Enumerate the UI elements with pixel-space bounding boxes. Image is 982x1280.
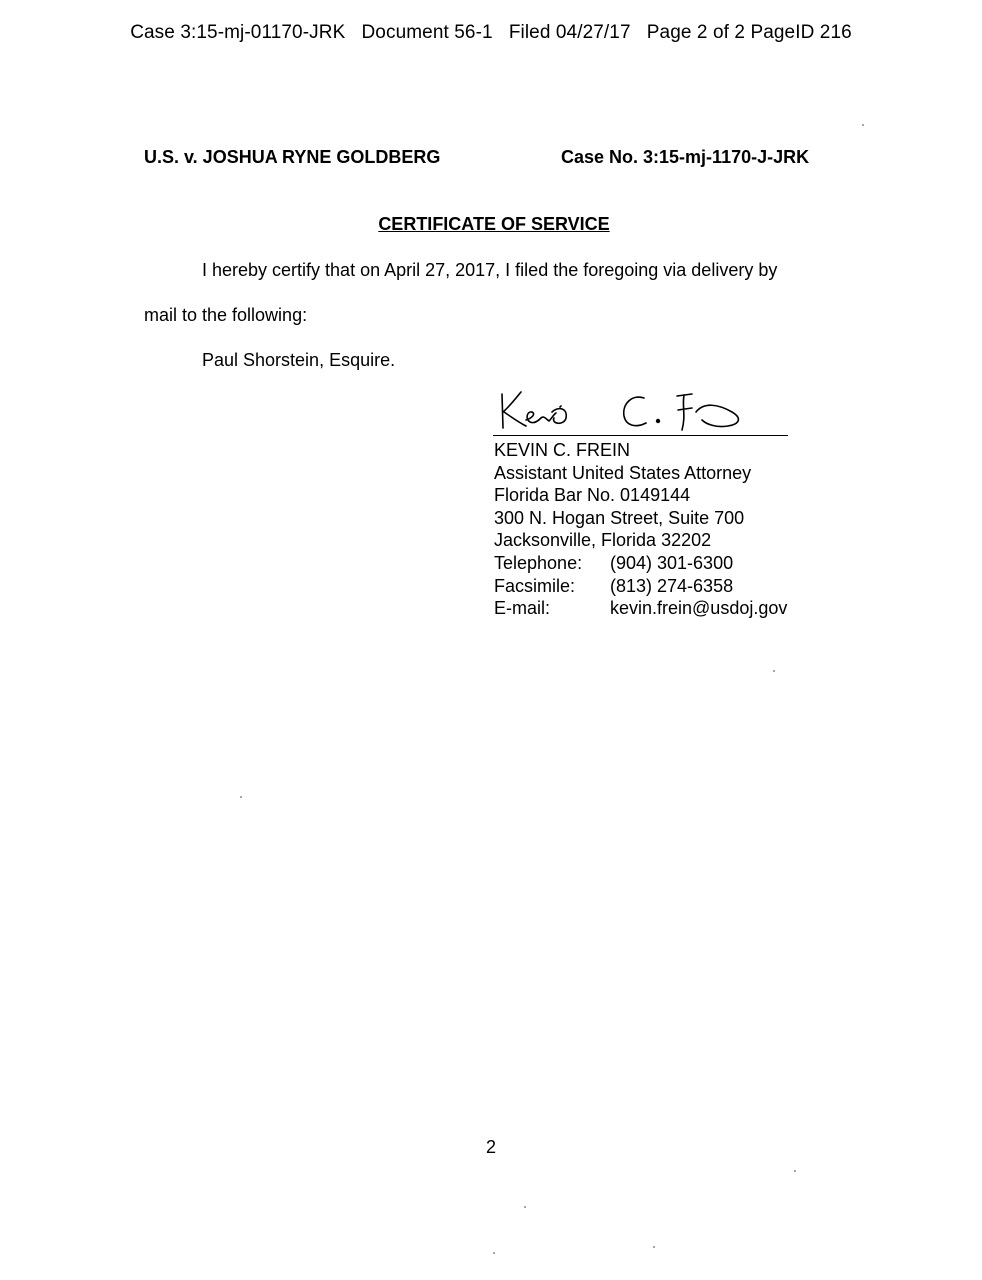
email-label: E-mail: <box>494 598 551 619</box>
facsimile-label: Facsimile: <box>494 575 576 596</box>
case-parties: U.S. v. JOSHUA RYNE GOLDBERG <box>144 147 441 167</box>
scan-speck <box>524 1206 526 1208</box>
scan-speck <box>653 1246 655 1248</box>
signature-line <box>493 435 788 436</box>
case-number: Case No. 3:15-mj-1170-J-JRK <box>561 147 810 167</box>
scan-speck <box>493 1252 495 1254</box>
page-number: 2 <box>485 1137 496 1157</box>
certification-line-1: I hereby certify that on April 27, 2017, I filed the foregoing via delivery by <box>202 260 778 280</box>
telephone-row <box>494 552 787 575</box>
address-line-2: Jacksonville, Florida 32202 <box>494 530 712 551</box>
facsimile-value: (813) 274-6358 <box>610 575 734 596</box>
telephone-label: Telephone: <box>494 552 583 573</box>
address-line-1: 300 N. Hogan Street, Suite 700 <box>494 507 745 528</box>
scan-speck <box>794 1170 796 1172</box>
scan-speck <box>862 124 864 126</box>
signature-block <box>494 439 787 620</box>
signer-title: Assistant United States Attorney <box>494 462 752 483</box>
scan-speck <box>773 670 775 672</box>
email-row <box>494 597 787 620</box>
document-title: CERTIFICATE OF SERVICE <box>378 214 610 234</box>
signer-name: KEVIN C. FREIN <box>494 440 631 460</box>
email-value: kevin.frein@usdoj.gov <box>610 598 788 619</box>
signature-image <box>496 386 766 436</box>
facsimile-row <box>494 575 787 598</box>
certification-line-2: mail to the following: <box>144 305 308 325</box>
scan-speck <box>240 796 242 798</box>
signer-bar-number: Florida Bar No. 0149144 <box>494 485 691 506</box>
telephone-value: (904) 301-6300 <box>610 552 734 573</box>
filing-header-stamp: Case 3:15-mj-01170-JRK Document 56-1 Filed 04/27/17 Page 2 of 2 PageID 216 <box>130 22 852 43</box>
recipient-name: Paul Shorstein, Esquire. <box>202 350 396 370</box>
